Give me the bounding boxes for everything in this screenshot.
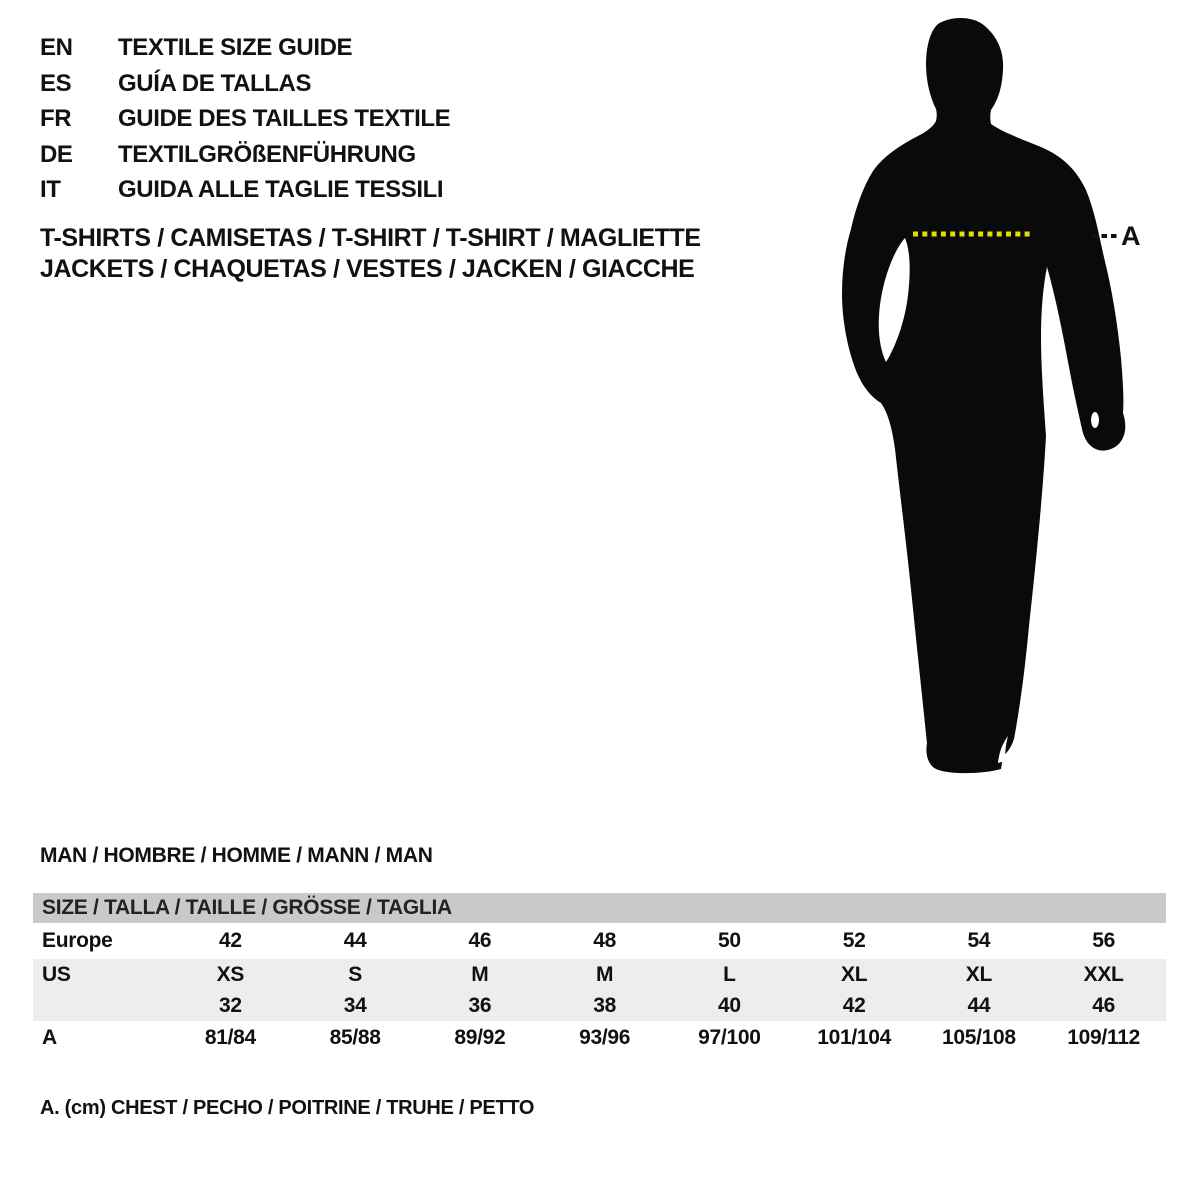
- table-cell: 42: [842, 994, 866, 1017]
- table-cell: 34: [343, 994, 367, 1017]
- table-cell: 97/100: [698, 1026, 761, 1049]
- lang-code: ES: [40, 69, 72, 97]
- row-label: [33, 990, 168, 1021]
- table-cell: 56: [1092, 929, 1115, 952]
- table-cell: 85/88: [329, 1026, 381, 1049]
- table-cell: XS: [216, 963, 245, 986]
- table-cell: 101/104: [817, 1026, 892, 1049]
- lang-label: TEXTILE SIZE GUIDE: [118, 34, 353, 61]
- lang-label: GUIDE DES TAILLES TEXTILE: [118, 105, 451, 132]
- size-table: [33, 893, 1166, 1055]
- table-cell: 89/92: [454, 1026, 506, 1049]
- table-cell: 46: [1092, 994, 1115, 1017]
- language-guide-block: [40, 30, 450, 208]
- table-row-numeric: [33, 990, 1166, 1021]
- table-cell: 52: [842, 929, 866, 952]
- table-cell: XL: [841, 963, 868, 986]
- table-cell: M: [596, 963, 614, 986]
- table-cell: 40: [717, 994, 741, 1017]
- row-label: A: [42, 1026, 57, 1049]
- section-title-man: MAN / HOMBRE / HOMME / MANN / MAN: [40, 844, 433, 867]
- table-cell: 48: [593, 929, 616, 952]
- lang-row-en: [40, 30, 450, 66]
- table-cell: S: [348, 963, 362, 986]
- table-cell: XL: [965, 963, 992, 986]
- table-cell: 38: [593, 994, 616, 1017]
- measure-label-a: A: [1121, 221, 1141, 251]
- lang-label: GUÍA DE TALLAS: [118, 69, 312, 97]
- table-row-europe: [33, 923, 1166, 959]
- table-cell: 44: [343, 929, 367, 952]
- product-types-line2: JACKETS / CHAQUETAS / VESTES / JACKEN / GIACCHE: [40, 255, 695, 283]
- table-cell: 36: [468, 994, 492, 1017]
- man-silhouette-figure: [830, 10, 1160, 780]
- table-cell: XXL: [1083, 963, 1124, 986]
- table-cell: M: [471, 963, 489, 986]
- table-cell: 50: [717, 929, 741, 952]
- table-cell: L: [723, 963, 736, 986]
- lang-row-es: [40, 66, 450, 102]
- table-cell: 105/108: [941, 1026, 1016, 1049]
- lang-code: FR: [40, 105, 72, 132]
- table-cell: 46: [468, 929, 492, 952]
- product-types-line1: T-SHIRTS / CAMISETAS / T-SHIRT / T-SHIRT / MAGLIETTE: [40, 224, 701, 252]
- lang-code: EN: [40, 34, 73, 61]
- lang-label: TEXTILGRÖßENFÜHRUNG: [118, 140, 416, 168]
- table-row-chest-a: [33, 1021, 1166, 1055]
- lang-code: DE: [40, 140, 73, 168]
- row-label: Europe: [42, 929, 113, 952]
- lang-row-fr: [40, 101, 450, 137]
- table-cell: 93/96: [579, 1026, 631, 1049]
- size-table-header: SIZE / TALLA / TAILLE / GRÖSSE / TAGLIA: [33, 893, 1166, 923]
- measurement-footnote: A. (cm) CHEST / PECHO / POITRINE / TRUHE / PETTO: [40, 1097, 535, 1119]
- table-cell: 54: [967, 929, 991, 952]
- table-cell: 42: [218, 929, 242, 952]
- fist-notch: [1091, 412, 1099, 428]
- lang-row-it: [40, 172, 450, 208]
- row-label: US: [42, 963, 71, 986]
- man-silhouette: [842, 18, 1125, 773]
- lang-code: IT: [40, 176, 61, 203]
- lang-row-de: [40, 137, 450, 173]
- table-cell: 32: [218, 994, 242, 1017]
- lang-label: GUIDA ALLE TAGLIE TESSILI: [118, 176, 444, 203]
- table-cell: 109/112: [1067, 1026, 1140, 1049]
- table-cell: 81/84: [204, 1026, 256, 1049]
- table-cell: 44: [967, 994, 991, 1017]
- table-row-us: [33, 959, 1166, 990]
- product-types-block: [40, 223, 701, 285]
